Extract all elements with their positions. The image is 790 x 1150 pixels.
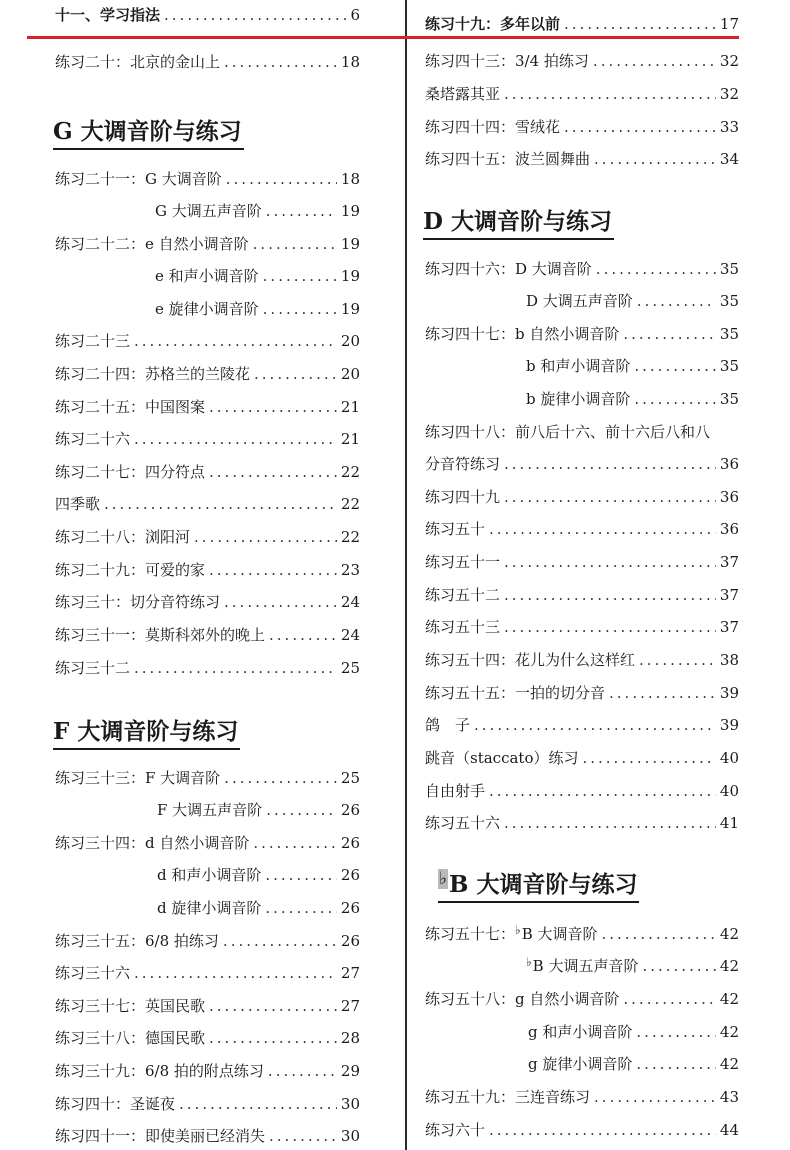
toc-entry-label: 练习四十九: [425, 488, 501, 506]
leader-dots: [209, 993, 337, 1019]
toc-entry[interactable]: [55, 459, 360, 485]
page-number: 25: [340, 769, 360, 787]
toc-entry-label: 练习三十二: [55, 659, 131, 677]
toc-entry[interactable]: [425, 745, 739, 771]
toc-entry-label: 练习五十二: [425, 586, 501, 604]
toc-entry[interactable]: [55, 426, 360, 452]
toc-entry-label: F 大调五声音阶: [157, 801, 263, 819]
leader-dots: [623, 321, 716, 347]
entry-text: g 旋律小调音阶: [528, 1055, 633, 1073]
entry-prefix: 练习五十八：: [425, 990, 516, 1008]
toc-entry[interactable]: [155, 198, 360, 224]
toc-entry-label: b 和声小调音阶: [526, 357, 631, 375]
page-number: 26: [340, 899, 360, 917]
toc-entry-label: 练习四十：圣诞夜: [55, 1095, 176, 1113]
leader-dots: [179, 1091, 337, 1117]
toc-entry-label: 练习二十：北京的金山上: [55, 53, 221, 71]
page-number: 22: [340, 495, 360, 513]
toc-entry[interactable]: [528, 1051, 739, 1077]
leader-dots: [623, 986, 716, 1012]
page-number: 36: [719, 455, 739, 473]
toc-entry-label: 鸽 子: [425, 716, 471, 734]
page-number: 24: [340, 593, 360, 611]
page-number: 23: [340, 561, 360, 579]
toc-entry[interactable]: [425, 1117, 739, 1143]
toc-entry-label: 桑塔露其亚: [425, 85, 501, 103]
leader-dots: [634, 386, 716, 412]
leader-dots: [504, 582, 716, 608]
toc-entry-label: 分音符练习: [425, 455, 501, 473]
leader-dots: [489, 778, 716, 804]
page-number: 19: [340, 202, 360, 220]
entry-prefix: 练习五十七：: [425, 925, 516, 943]
page-number: 37: [719, 553, 739, 571]
toc-entry-label: D 大调五声音阶: [526, 292, 633, 310]
leader-dots: [265, 862, 337, 888]
toc-entry-label: 练习四十七：b 自然小调音阶: [425, 325, 620, 343]
toc-entry[interactable]: [425, 81, 739, 107]
toc-entry-label: 练习五十三: [425, 618, 501, 636]
page-number: 20: [340, 332, 360, 350]
page-number: 39: [719, 684, 739, 702]
toc-entry[interactable]: [55, 1058, 360, 1084]
leader-dots: [637, 288, 716, 314]
leader-dots: [639, 647, 716, 673]
toc-entry-label: 练习四十六：D 大调音阶: [425, 260, 592, 278]
leader-dots: [593, 48, 716, 74]
toc-entry-label: 自由射手: [425, 782, 486, 800]
toc-entry-label: 练习四十四：雪绒花: [425, 118, 561, 136]
leader-dots: [134, 426, 337, 452]
page-number: 36: [719, 520, 739, 538]
toc-entry[interactable]: [157, 895, 360, 921]
toc-entry-label: 练习三十九：6/8 拍的附点练习: [55, 1062, 264, 1080]
section-heading-d: D 大调音阶与练习: [423, 206, 614, 240]
page-number: 17: [719, 15, 739, 33]
leader-dots: [263, 263, 337, 289]
section-heading-f: F 大调音阶与练习: [53, 716, 240, 750]
toc-entry[interactable]: [425, 48, 739, 74]
toc-entry[interactable]: [425, 256, 739, 282]
leader-dots: [263, 296, 337, 322]
toc-entry[interactable]: [425, 146, 739, 172]
page-number: 27: [340, 997, 360, 1015]
leader-dots: [224, 765, 337, 791]
page-number: 32: [719, 52, 739, 70]
page-number: 19: [340, 267, 360, 285]
toc-entry-label: 练习三十：切分音符练习: [55, 593, 221, 611]
leader-dots: [209, 394, 337, 420]
page-number: 26: [340, 932, 360, 950]
toc-entry[interactable]: [425, 516, 739, 542]
toc-entry-label: 练习三十四：d 自然小调音阶: [55, 834, 250, 852]
toc-entry-label: [425, 986, 619, 1012]
toc-entry[interactable]: [528, 1019, 739, 1045]
page-number: 26: [340, 866, 360, 884]
leader-dots: [504, 484, 716, 510]
toc-entry[interactable]: [55, 557, 360, 583]
toc-entry[interactable]: [55, 622, 360, 648]
toc-entry-label: 练习三十五：6/8 拍练习: [55, 932, 219, 950]
leader-dots: [266, 198, 337, 224]
toc-entry-label: 练习五十一: [425, 553, 501, 571]
toc-entry-label: d 和声小调音阶: [157, 866, 262, 884]
page-number: 33: [719, 118, 739, 136]
toc-entry[interactable]: [157, 797, 360, 823]
toc-entry[interactable]: [425, 321, 739, 347]
leader-dots: [582, 745, 715, 771]
page-number: 24: [340, 626, 360, 644]
page-number: 35: [719, 390, 739, 408]
leader-dots: [223, 928, 337, 954]
toc-entry-label: 练习三十八：德国民歌: [55, 1029, 206, 1047]
toc-entry-label: 练习三十六: [55, 964, 131, 982]
entry-prefix: 练习六十: [425, 1121, 486, 1139]
toc-entry-label: [425, 1117, 485, 1143]
leader-dots: [596, 256, 716, 282]
toc-entry[interactable]: [55, 166, 360, 192]
section-heading-bflat: [438, 869, 639, 903]
leader-dots: [564, 11, 716, 37]
toc-entry-label: 四季歌: [55, 495, 101, 513]
page-number: 20: [340, 365, 360, 383]
page-number: 40: [719, 749, 739, 767]
page-number: 37: [719, 618, 739, 636]
leader-dots: [265, 895, 337, 921]
toc-entry-label: 练习二十六: [55, 430, 131, 448]
toc-entry[interactable]: [526, 353, 739, 379]
page-number: 21: [340, 398, 360, 416]
toc-entry[interactable]: [425, 11, 739, 37]
toc-entry[interactable]: [55, 394, 360, 420]
toc-entry[interactable]: [55, 49, 360, 75]
page-number: 34: [719, 150, 739, 168]
toc-entry[interactable]: [425, 712, 739, 738]
toc-entry[interactable]: [425, 680, 739, 706]
toc-entry-label: 练习四十一：即使美丽已经消失: [55, 1127, 266, 1145]
toc-entry[interactable]: [157, 862, 360, 888]
entry-text: g 自然小调音阶: [515, 990, 620, 1008]
toc-entry[interactable]: [55, 361, 360, 387]
leader-dots: [642, 953, 715, 979]
toc-entry[interactable]: [425, 1084, 739, 1110]
leader-dots: [594, 146, 716, 172]
toc-entry-label: 练习十九：多年以前: [425, 15, 561, 33]
page-number: 22: [340, 463, 360, 481]
toc-entry-label: 练习二十八：浏阳河: [55, 528, 191, 546]
leader-dots: [634, 353, 716, 379]
page-number: 30: [340, 1127, 360, 1145]
leader-dots: [504, 810, 716, 836]
page-number: 40: [719, 782, 739, 800]
leader-dots: [504, 451, 716, 477]
toc-entry-label: 练习五十五：一拍的切分音: [425, 684, 606, 702]
leader-dots: [164, 2, 346, 28]
leader-dots: [504, 549, 716, 575]
toc-entry-label: 练习二十七：四分符点: [55, 463, 206, 481]
page-number: 22: [340, 528, 360, 546]
page-number: 42: [719, 1023, 739, 1041]
toc-entry-label: 练习四十八：前八后十六、前十六后八和八: [425, 423, 711, 441]
leader-dots: [594, 1084, 716, 1110]
page-number: 38: [719, 651, 739, 669]
page-number: 39: [719, 716, 739, 734]
toc-entry-label: d 旋律小调音阶: [157, 899, 262, 917]
page-number: 26: [340, 834, 360, 852]
leader-dots: [134, 960, 337, 986]
toc-entry[interactable]: [55, 589, 360, 615]
page-number: 25: [340, 659, 360, 677]
toc-entry[interactable]: [526, 288, 739, 314]
toc-entry-label: [528, 1051, 632, 1077]
toc-entry[interactable]: [55, 993, 360, 1019]
toc-entry-label: 练习四十三：3/4 拍练习: [425, 52, 589, 70]
page-number: 19: [340, 300, 360, 318]
toc-entry-label: 练习二十九：可爱的家: [55, 561, 206, 579]
toc-entry-label: e 旋律小调音阶: [155, 300, 259, 318]
toc-entry-label: 练习五十四：花儿为什么这样红: [425, 651, 636, 669]
leader-dots: [268, 1058, 337, 1084]
page-number: 42: [719, 957, 739, 975]
entry-text: 三连音练习: [515, 1088, 591, 1106]
page-number: 35: [719, 260, 739, 278]
toc-entry[interactable]: [425, 549, 739, 575]
toc-entry[interactable]: [55, 830, 360, 856]
leader-dots: [269, 1123, 337, 1149]
toc-entry-label: 练习五十: [425, 520, 486, 538]
page-number: 42: [719, 990, 739, 1008]
toc-entry[interactable]: [425, 810, 739, 836]
entry-prefix: 练习五十九：: [425, 1088, 516, 1106]
toc-entry[interactable]: [425, 582, 739, 608]
toc-entry-label: 练习二十二：e 自然小调音阶: [55, 235, 249, 253]
toc-entry[interactable]: [425, 986, 739, 1012]
toc-entry-label: [528, 1019, 632, 1045]
flat-symbol: ♭: [515, 923, 521, 937]
leader-dots: [474, 712, 716, 738]
leader-dots: [254, 361, 337, 387]
page-number: 42: [719, 1055, 739, 1073]
section-heading-g: G 大调音阶与练习: [53, 116, 244, 150]
leader-dots: [209, 557, 337, 583]
leader-dots: [209, 459, 337, 485]
toc-entry[interactable]: [55, 1091, 360, 1117]
toc-entry[interactable]: [425, 921, 739, 947]
toc-entry[interactable]: [55, 928, 360, 954]
toc-entry[interactable]: [55, 2, 360, 28]
toc-entry[interactable]: [55, 960, 360, 986]
toc-entry[interactable]: [425, 647, 739, 673]
page-number: 26: [340, 801, 360, 819]
leader-dots: [504, 81, 716, 107]
leader-dots: [489, 1117, 716, 1143]
flat-symbol: ♭: [439, 869, 448, 889]
page-number: 32: [719, 85, 739, 103]
page-number: 27: [340, 964, 360, 982]
toc-entry-wrapped-line2[interactable]: [425, 451, 739, 477]
toc-entry-label: 跳音（staccato）练习: [425, 749, 579, 767]
entry-text: B 大调五声音阶: [532, 957, 639, 975]
page-number: 19: [340, 235, 360, 253]
page-number: 35: [719, 292, 739, 310]
leader-dots: [253, 830, 337, 856]
entry-text: B 大调音阶: [521, 925, 598, 943]
leader-dots: [504, 614, 716, 640]
leader-dots: [266, 797, 337, 823]
leader-dots: [224, 589, 337, 615]
page-number: 36: [719, 488, 739, 506]
leader-dots: [194, 524, 337, 550]
page-number: 35: [719, 357, 739, 375]
toc-entry-label: b 旋律小调音阶: [526, 390, 631, 408]
toc-entry[interactable]: [526, 386, 739, 412]
toc-entry[interactable]: [425, 484, 739, 510]
toc-entry[interactable]: [425, 614, 739, 640]
toc-entry[interactable]: [55, 328, 360, 354]
toc-entry-label: G 大调五声音阶: [155, 202, 262, 220]
page-number: 35: [719, 325, 739, 343]
heading-text: B 大调音阶与练习: [449, 871, 638, 898]
toc-entry-label: [526, 953, 638, 980]
flat-symbol: ♭: [526, 955, 532, 969]
toc-entry[interactable]: [526, 953, 739, 979]
toc-entry[interactable]: [425, 778, 739, 804]
toc-entry-label: 练习四十五：波兰圆舞曲: [425, 150, 591, 168]
toc-entry[interactable]: [55, 1123, 360, 1149]
toc-entry-label: 十一、学习指法: [55, 6, 161, 24]
column-divider: [405, 0, 407, 1150]
page-number: 6: [350, 6, 360, 24]
leader-dots: [224, 49, 337, 75]
leader-dots: [636, 1019, 716, 1045]
toc-entry-label: e 和声小调音阶: [155, 267, 259, 285]
toc-entry[interactable]: [425, 114, 739, 140]
toc-entry[interactable]: [155, 263, 360, 289]
toc-entry[interactable]: [155, 296, 360, 322]
leader-dots: [269, 622, 337, 648]
toc-entry-label: 练习二十五：中国图案: [55, 398, 206, 416]
page-number: 29: [340, 1062, 360, 1080]
leader-dots: [601, 921, 715, 947]
page-number: 37: [719, 586, 739, 604]
toc-entry[interactable]: [55, 231, 360, 257]
page-number: 42: [719, 925, 739, 943]
toc-entry-label: [425, 1084, 590, 1110]
toc-entry-label: [425, 921, 597, 948]
toc-entry-label: 练习五十六: [425, 814, 501, 832]
leader-dots: [609, 680, 716, 706]
toc-entry-label: 练习三十三：F 大调音阶: [55, 769, 221, 787]
leader-dots: [226, 166, 337, 192]
toc-entry[interactable]: [55, 765, 360, 791]
toc-entry-label: 练习二十三: [55, 332, 131, 350]
leader-dots: [134, 655, 337, 681]
toc-entry-label: 练习二十一：G 大调音阶: [55, 170, 222, 188]
toc-entry-label: 练习三十一：莫斯科郊外的晚上: [55, 626, 266, 644]
page-number: 18: [340, 53, 360, 71]
leader-dots: [564, 114, 716, 140]
leader-dots: [636, 1051, 716, 1077]
page-number: 21: [340, 430, 360, 448]
leader-dots: [209, 1025, 337, 1051]
leader-dots: [134, 328, 337, 354]
leader-dots: [104, 491, 337, 517]
toc-entry[interactable]: [55, 655, 360, 681]
toc-entry[interactable]: [55, 491, 360, 517]
toc-entry[interactable]: [55, 524, 360, 550]
page-number: 28: [340, 1029, 360, 1047]
page-number: 18: [340, 170, 360, 188]
toc-entry[interactable]: [55, 1025, 360, 1051]
leader-dots: [489, 516, 716, 542]
toc-entry-label: 练习二十四：苏格兰的兰陵花: [55, 365, 251, 383]
leader-dots: [253, 231, 337, 257]
page-number: 41: [719, 814, 739, 832]
entry-text: g 和声小调音阶: [528, 1023, 633, 1041]
page-number: 44: [719, 1121, 739, 1139]
page-number: 43: [719, 1088, 739, 1106]
toc-entry-wrapped-line1[interactable]: [425, 419, 755, 445]
toc-entry-label: 练习三十七：英国民歌: [55, 997, 206, 1015]
page-number: 30: [340, 1095, 360, 1113]
